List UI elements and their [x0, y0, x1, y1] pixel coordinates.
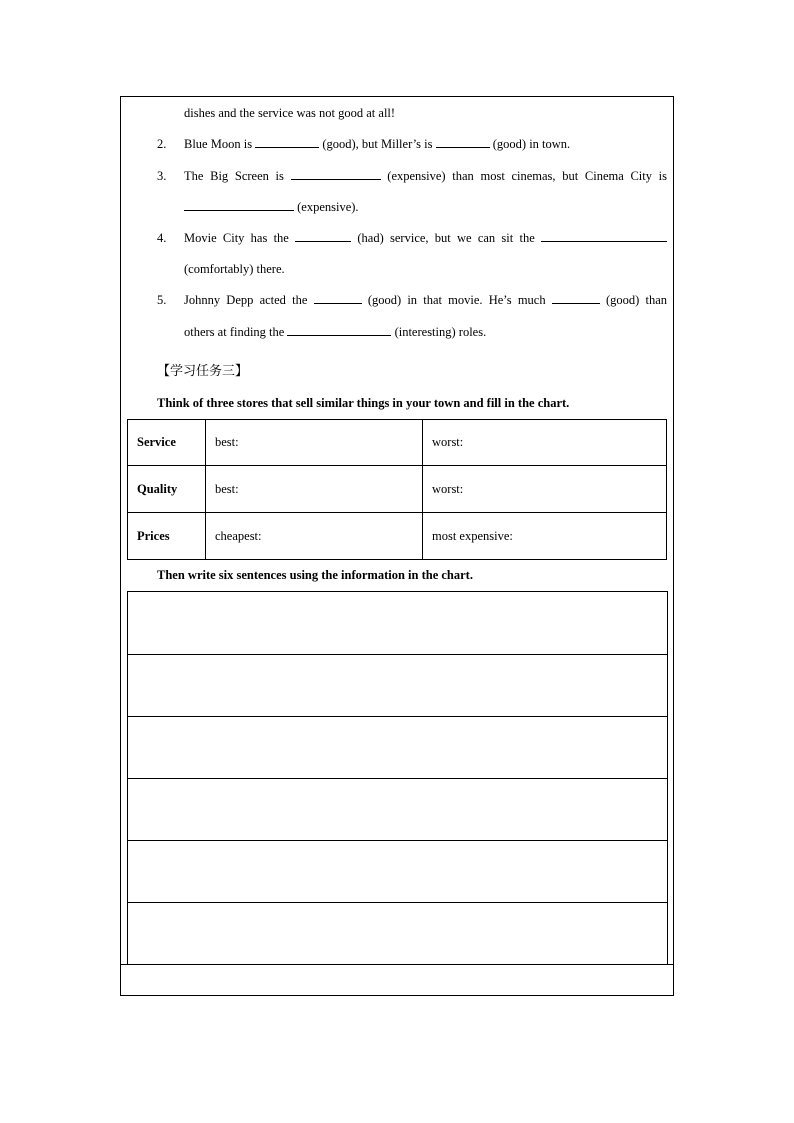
item-2-text-b: (good), but Miller’s is	[322, 137, 433, 151]
item-4-line	[184, 230, 667, 246]
item-3-text-b: (expensive) than most cinemas, but Cinema City is	[387, 169, 668, 183]
item-5-text-c: (good) than	[606, 293, 668, 307]
writing-line	[128, 840, 667, 841]
chart-row-label: Service	[128, 420, 206, 466]
writing-line	[128, 716, 667, 717]
item-5-text-b: (good) in that movie. He’s much	[367, 293, 546, 307]
chart-row-quality	[128, 466, 667, 513]
chart-row-service	[128, 420, 667, 466]
item-2-number: 2.	[157, 137, 167, 151]
chart-cell-worst[interactable]: worst:	[423, 466, 667, 513]
item-2-blank-2[interactable]	[436, 136, 490, 148]
chart-row-prices	[128, 513, 667, 560]
writing-line	[128, 654, 667, 655]
item-5-text-d: others at finding the	[184, 325, 285, 339]
item-3-line-2	[184, 199, 359, 215]
sentence-writing-box[interactable]	[127, 591, 668, 965]
item-3-blank-2[interactable]	[184, 199, 294, 211]
chart-row-label: Prices	[128, 513, 206, 560]
item-4-blank-2[interactable]	[541, 230, 667, 242]
item-3-text-c: (expensive).	[297, 200, 359, 214]
writing-instruction: Then write six sentences using the information in the chart.	[157, 568, 473, 582]
item-5-line	[184, 292, 667, 308]
item-2-line	[184, 136, 570, 152]
item-5-number: 5.	[157, 293, 167, 307]
item-5-blank-2[interactable]	[552, 292, 600, 304]
writing-line	[128, 902, 667, 903]
exercise-line-continued: dishes and the service was not good at all!	[184, 106, 396, 120]
chart-cell-worst[interactable]: worst:	[423, 420, 667, 466]
item-5-blank-3[interactable]	[287, 324, 391, 336]
chart-cell-best[interactable]: best:	[206, 420, 423, 466]
item-2-text-c: (good) in town.	[492, 137, 571, 151]
chart-row-label: Quality	[128, 466, 206, 513]
item-3-line	[184, 168, 667, 184]
chart-cell-most-expensive[interactable]: most expensive:	[423, 513, 667, 560]
item-3-text-a: The Big Screen is	[184, 169, 284, 183]
chart-instruction: Think of three stores that sell similar things in your town and fill in the chart.	[157, 396, 570, 410]
item-5-line-2	[184, 324, 486, 340]
writing-line	[128, 778, 667, 779]
item-2-text-a: Blue Moon is	[184, 137, 253, 151]
item-5-blank-1[interactable]	[314, 292, 362, 304]
chart-cell-cheapest[interactable]: cheapest:	[206, 513, 423, 560]
item-5-text-a: Johnny Depp acted the	[184, 293, 308, 307]
item-4-number: 4.	[157, 231, 167, 245]
section-title: 【学习任务三】	[157, 364, 249, 379]
item-5-text-e: (interesting) roles.	[394, 325, 487, 339]
item-4-blank-1[interactable]	[295, 230, 351, 242]
item-4-line-2: (comfortably) there.	[184, 262, 285, 276]
item-2-blank-1[interactable]	[255, 136, 319, 148]
item-4-text-a: Movie City has the	[184, 231, 289, 245]
store-chart	[127, 419, 667, 560]
item-4-text-b: (had) service, but we can sit the	[357, 231, 535, 245]
item-3-number: 3.	[157, 169, 167, 183]
chart-cell-best[interactable]: best:	[206, 466, 423, 513]
item-3-blank-1[interactable]	[291, 168, 381, 180]
